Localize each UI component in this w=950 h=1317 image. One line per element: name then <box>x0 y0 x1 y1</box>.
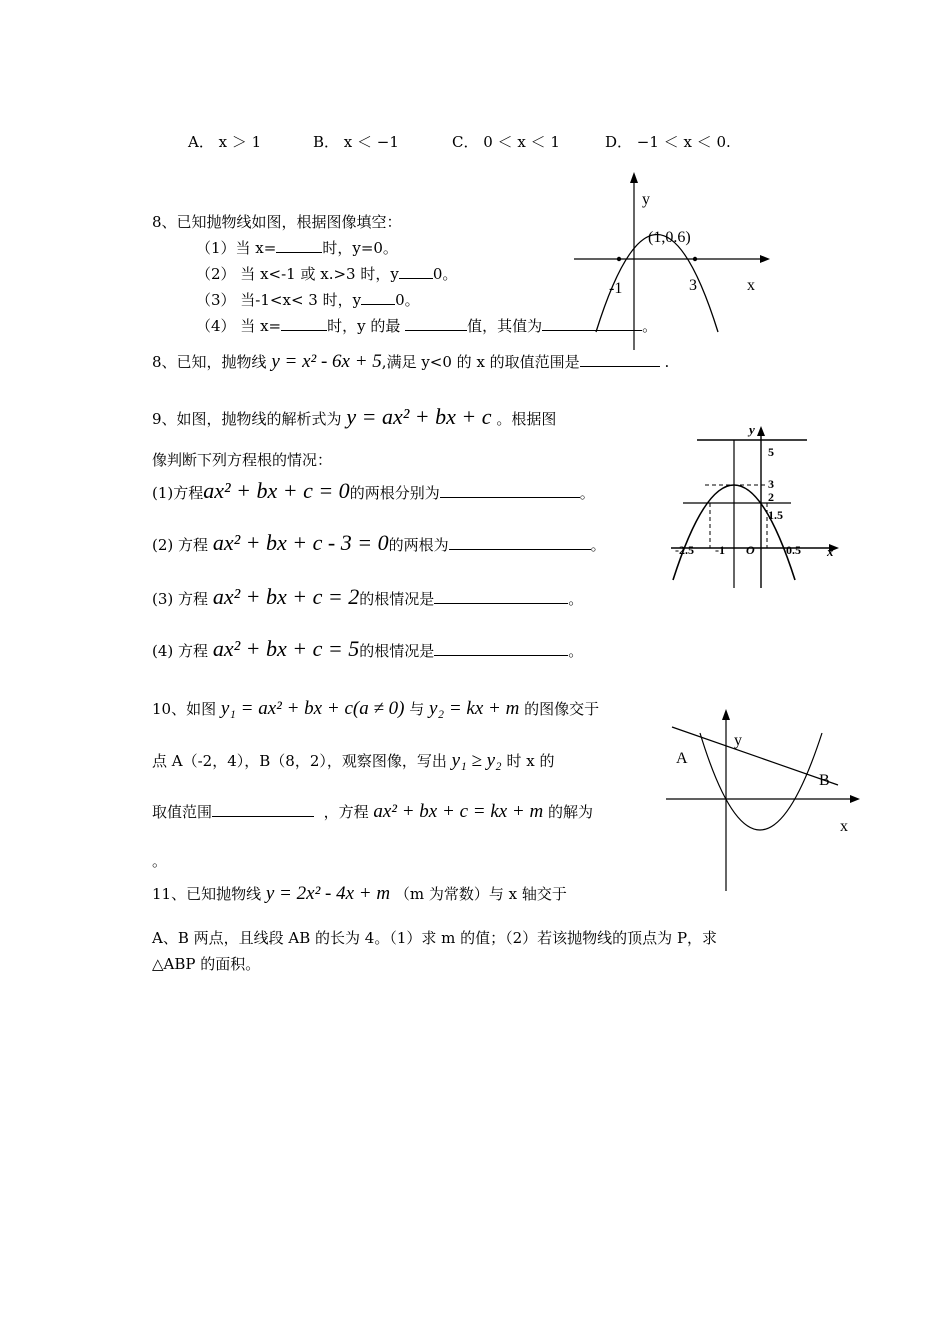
q8a-part4-end: 。 <box>642 317 658 335</box>
q9-sub2-equation: ax² + bx + c - 3 = 0 <box>212 530 389 555</box>
q8a-stem: 8、已知抛物线如图，根据图像填空： <box>152 213 402 231</box>
root-label-neg1: -1 <box>609 280 623 297</box>
q11-pre: 11、已知抛物线 <box>152 885 262 903</box>
q9-sub4-pre: (4) 方程 <box>152 642 209 660</box>
answer-blank[interactable] <box>399 264 433 279</box>
q10-pre: 10、如图 <box>152 700 217 718</box>
vertex-label: (1,0.6) <box>648 229 691 246</box>
figure-parabola-line <box>662 705 872 895</box>
q11-equation: y = 2x² - 4x + m <box>265 883 391 904</box>
x-axis-label: x <box>747 277 755 294</box>
label-neg-1: -1 <box>715 543 725 557</box>
q10-line3-pre: 取值范围 <box>152 803 213 821</box>
q9-sub1-pre: (1)方程 <box>152 484 204 502</box>
q9-sub2-period: 。 <box>590 536 606 554</box>
point-a-label: A <box>676 750 688 767</box>
q8a-part2-pre: （2） 当 x<-1 或 x.>3 时，y <box>196 265 399 283</box>
q8a-part3 <box>196 289 420 311</box>
q8b-post: ,满足 y<0 的 x 的取值范围是 <box>381 353 580 371</box>
figure-parabola-2 <box>665 420 845 590</box>
x-axis-arrow-icon <box>760 255 770 263</box>
q10-line3-post: 的解为 <box>548 803 594 821</box>
q9-sub4-period: 。 <box>568 642 584 660</box>
answer-blank[interactable] <box>276 238 322 253</box>
q9-sub4-post: 的根情况是 <box>359 642 435 660</box>
q9-sub2-post: 的两根为 <box>388 536 449 554</box>
q10-post: 的图像交于 <box>524 700 600 718</box>
answer-blank[interactable] <box>449 535 591 550</box>
q8a-part3-pre: （3） 当-1<x< 3 时，y <box>196 291 362 309</box>
q8a-part2-post: 0。 <box>432 265 458 283</box>
q10-line1 <box>152 698 599 720</box>
root-point <box>693 257 697 261</box>
q10-line2-post: 时 x 的 <box>506 752 555 770</box>
q8a-part1-post: 时，y=0。 <box>322 239 398 257</box>
answer-blank[interactable] <box>440 483 580 498</box>
q9-sub3-equation: ax² + bx + c = 2 <box>212 584 360 609</box>
q10-eq2: y₂ = kx + m <box>429 698 520 719</box>
answer-blank[interactable] <box>361 290 395 305</box>
q11-line3: △ABP 的面积。 <box>152 955 261 973</box>
y-axis-arrow-icon <box>630 172 638 183</box>
q8a-part2 <box>196 263 457 285</box>
q8a-part1-pre: （1）当 x= <box>196 239 277 257</box>
q9-equation: y = ax² + bx + c <box>346 404 492 429</box>
answer-blank[interactable] <box>212 802 314 817</box>
q9-sub3 <box>152 586 583 610</box>
x-axis-arrow-icon <box>850 795 860 803</box>
parabola-curve <box>700 733 822 830</box>
q8b <box>152 351 669 373</box>
q8a-part4-mid: 时，y 的最 <box>327 317 401 335</box>
q9-sub3-period: 。 <box>568 590 584 608</box>
label-3: 3 <box>768 477 774 491</box>
q8a-part1 <box>196 237 398 259</box>
label-0-5: 0.5 <box>786 543 801 557</box>
q9-line2: 像判断下列方程根的情况： <box>152 451 333 469</box>
y-axis-label: y <box>642 191 650 208</box>
q10-line3-mid: ，方程 <box>323 803 369 821</box>
q10-line4: 。 <box>152 852 168 870</box>
label-neg-2-5: -2.5 <box>675 543 694 557</box>
y-axis-label: y <box>749 422 755 437</box>
q9-sub2-pre: (2) 方程 <box>152 536 209 554</box>
answer-blank[interactable] <box>434 641 568 656</box>
q10-inequality: y₁ ≥ y₂ <box>451 750 502 771</box>
straight-line <box>672 727 838 785</box>
q10-line3 <box>152 801 593 823</box>
q9-sub2 <box>152 532 606 556</box>
answer-blank[interactable] <box>405 316 467 331</box>
x-axis-label: x <box>840 818 848 835</box>
q11-line1 <box>152 883 567 905</box>
q9-sub1-post: 的两根分别为 <box>349 484 440 502</box>
q9-pre: 9、如图，抛物线的解析式为 <box>152 410 342 428</box>
q8b-pre: 8、已知，抛物线 <box>152 353 267 371</box>
q10-line2 <box>152 750 554 772</box>
option-b: B． x ＜ −1 <box>313 133 399 151</box>
q8b-equation: y = x² - 6x + 5 <box>271 351 382 372</box>
q8a-part3-post: 0。 <box>395 291 420 309</box>
q10-line2-pre: 点 A（-2，4），B（8，2），观察图像，写出 <box>152 752 447 770</box>
q8b-end: . <box>664 353 670 371</box>
answer-blank[interactable] <box>281 316 327 331</box>
q9-sub1 <box>152 480 595 504</box>
y-axis-arrow-icon <box>757 426 765 436</box>
q9-line1 <box>152 406 556 430</box>
figure-parabola-1 <box>566 170 786 360</box>
x-axis-label: x <box>827 544 834 559</box>
q9-sub4 <box>152 638 583 662</box>
q9-sub4-equation: ax² + bx + c = 5 <box>212 636 360 661</box>
root-point <box>617 257 621 261</box>
label-1-5: 1.5 <box>768 508 783 522</box>
q8a-part4-mid2: 值，其值为 <box>467 317 543 335</box>
label-5: 5 <box>768 445 774 459</box>
y-axis-arrow-icon <box>722 709 730 720</box>
label-2: 2 <box>768 490 774 504</box>
y-axis-label: y <box>734 732 742 749</box>
root-label-3: 3 <box>689 277 697 294</box>
q9-sub3-pre: (3) 方程 <box>152 590 209 608</box>
q9-sub1-period: 。 <box>579 484 595 502</box>
q11-line2: A、B 两点，且线段 AB 的长为 4。（1）求 m 的值；（2）若该抛物线的顶点为 P，求 <box>152 929 718 947</box>
answer-blank[interactable] <box>434 589 568 604</box>
answer-blank[interactable] <box>580 352 660 367</box>
option-a: A． x ＞ 1 <box>188 133 262 151</box>
q9-sub3-post: 的根情况是 <box>359 590 435 608</box>
q9-post: 。根据图 <box>496 410 557 428</box>
q10-eq3: ax² + bx + c = kx + m <box>373 801 544 822</box>
q10-mid: 与 <box>409 700 425 718</box>
option-d: D． −1 ＜ x ＜ 0. <box>605 133 731 151</box>
option-c: C． 0 ＜ x ＜ 1 <box>452 133 560 151</box>
origin-label: O <box>746 543 755 557</box>
point-b-label: B <box>819 772 830 789</box>
q11-post: （m 为常数）与 x 轴交于 <box>394 885 567 903</box>
q8a-part4-pre: （4） 当 x= <box>196 317 282 335</box>
q10-eq1: y₁ = ax² + bx + c(a ≠ 0) <box>220 698 405 719</box>
q9-sub1-equation: ax² + bx + c = 0 <box>203 478 350 503</box>
